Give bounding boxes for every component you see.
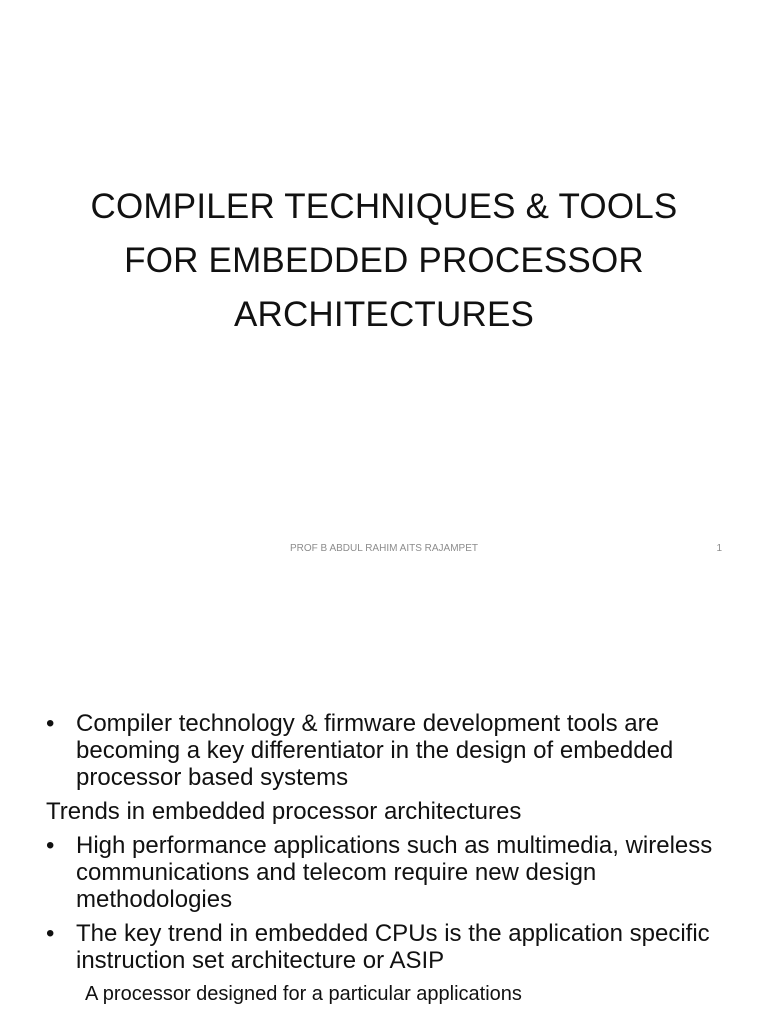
title-line-2: FOR EMBEDDED PROCESSOR bbox=[124, 241, 644, 280]
bullet-item bbox=[46, 920, 736, 974]
bullet-glyph: • bbox=[46, 710, 55, 737]
bullet-text: Compiler technology & firmware development tools are becoming a key differentiator in the design of embedded processor based systems bbox=[76, 710, 674, 791]
bullet-text: High performance applications such as multimedia, wireless communications and telecom require new design methodologies bbox=[76, 832, 713, 913]
title-line-1: COMPILER TECHNIQUES & TOOLS bbox=[90, 187, 678, 226]
slide-number: 1 bbox=[716, 543, 722, 554]
content-slide bbox=[0, 580, 768, 1024]
sub-item: A processor designed for a particular applications bbox=[85, 983, 522, 1005]
slide-title bbox=[40, 180, 728, 342]
title-line-3: ARCHITECTURES bbox=[233, 295, 535, 334]
slide-body bbox=[46, 710, 736, 1014]
bullet-glyph: • bbox=[46, 920, 55, 947]
bullet-text: The key trend in embedded CPUs is the application specific instruction set architecture or ASIP bbox=[76, 920, 710, 974]
bullet-item bbox=[46, 832, 736, 913]
bullet-item bbox=[46, 710, 736, 791]
slide-footer: PROF B ABDUL RAHIM AITS RAJAMPET bbox=[290, 543, 478, 554]
bullet-glyph: • bbox=[46, 832, 55, 859]
section-line: Trends in embedded processor architectures bbox=[46, 798, 522, 825]
